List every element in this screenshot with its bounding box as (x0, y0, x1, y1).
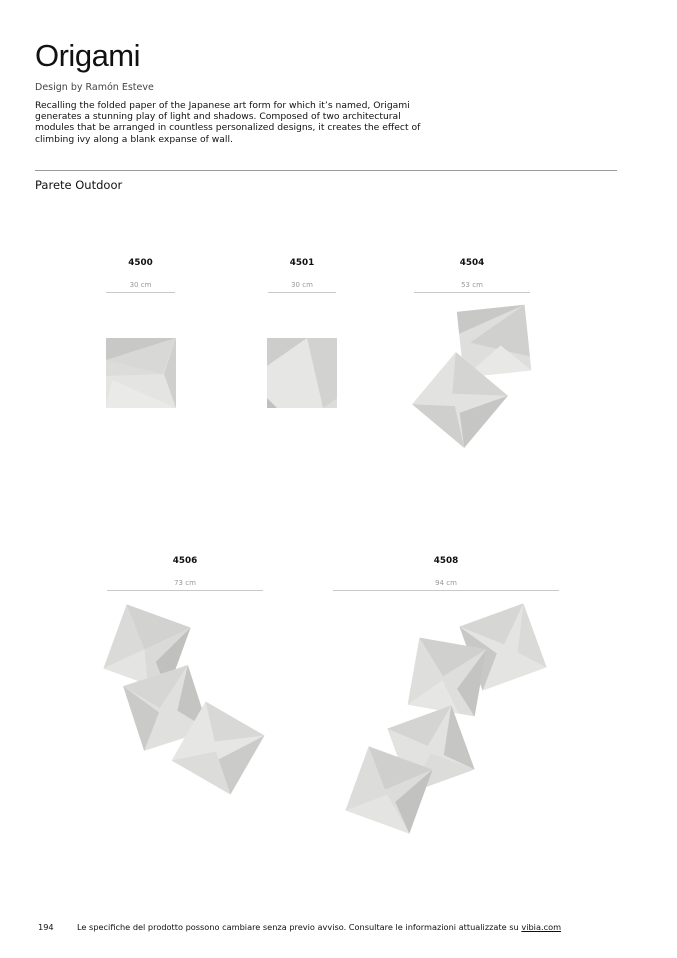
designer-credit: Design by Ramón Esteve (35, 82, 154, 93)
website-link[interactable]: vibia.com (521, 922, 562, 932)
model-code: 4500 (128, 258, 153, 268)
model-label-4506 (107, 556, 263, 591)
product-art-4500 (106, 338, 176, 408)
model-code: 4501 (289, 258, 315, 268)
product-art-4506 (100, 598, 270, 808)
model-code: 4504 (459, 258, 485, 268)
product-art-4501 (267, 338, 337, 408)
model-dimension: 94 cm (333, 579, 559, 591)
footer-note (77, 922, 561, 932)
footer-note-text: Le specifiche del prodotto possono cambiare senza previo avviso. Consultare le informazioni attualizzate su (77, 922, 522, 932)
page-title: Origami (35, 38, 141, 73)
model-label-4508 (333, 556, 559, 591)
product-art-4504 (410, 300, 540, 450)
page-number: 194 (38, 922, 54, 932)
model-dimension: 73 cm (107, 579, 263, 591)
intro-text: Recalling the folded paper of the Japanese art form for which it’s named, Origami generates a stunning play of light and shadows. Composed of two architectural modules that be arranged in countless personalized designs, it creates the effect of climbing ivy along a blank expanse of wall. (35, 100, 421, 145)
model-label-4501 (268, 258, 336, 293)
model-label-4504 (414, 258, 530, 293)
model-dimension: 30 cm (268, 281, 336, 293)
model-label-4500 (106, 258, 175, 293)
section-divider (35, 170, 617, 171)
product-art-4508 (325, 595, 570, 840)
model-code: 4506 (172, 556, 198, 566)
model-dimension: 53 cm (414, 281, 530, 293)
section-label: Parete Outdoor (35, 178, 123, 192)
model-code: 4508 (433, 556, 459, 566)
model-dimension: 30 cm (106, 281, 175, 293)
